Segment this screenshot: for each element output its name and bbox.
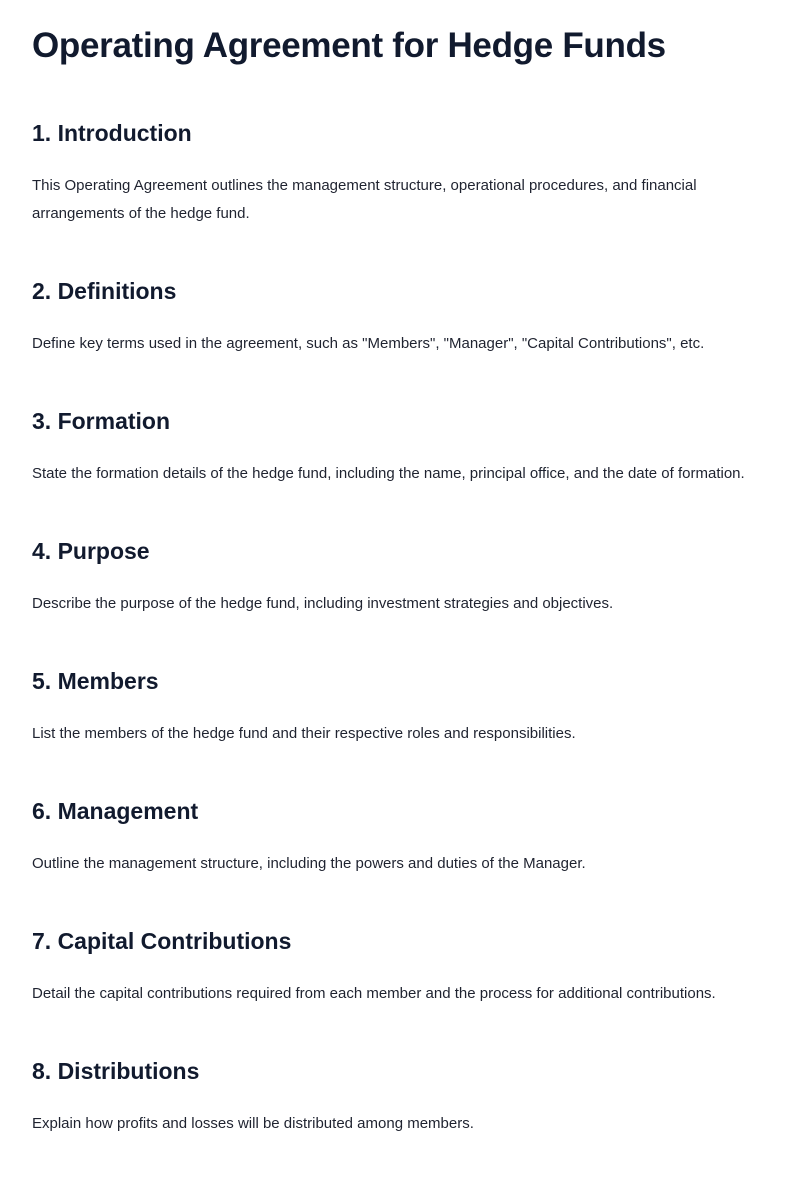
section-body: Detail the capital contributions required from each member and the process for additional contributions. — [32, 985, 716, 1002]
section-heading: 7. Capital Contributions — [32, 928, 292, 954]
section-heading: 6. Management — [32, 798, 199, 824]
section-body: Define key terms used in the agreement, such as "Members", "Manager", "Capital Contributions", etc. — [32, 335, 705, 352]
section-body: List the members of the hedge fund and their respective roles and responsibilities. — [32, 725, 576, 742]
section-management — [32, 796, 768, 878]
section-heading: 5. Members — [32, 668, 159, 694]
section-body: Explain how profits and losses will be distributed among members. — [32, 1115, 474, 1132]
section-capital-contributions — [32, 926, 768, 1008]
section-body: State the formation details of the hedge fund, including the name, principal office, and the date of formation. — [32, 465, 745, 482]
section-heading: 1. Introduction — [32, 120, 192, 146]
document-title: Operating Agreement for Hedge Funds — [32, 26, 666, 65]
section-heading: 4. Purpose — [32, 538, 150, 564]
section-body: Describe the purpose of the hedge fund, including investment strategies and objectives. — [32, 595, 614, 612]
section-heading: 2. Definitions — [32, 278, 177, 304]
section-formation — [32, 406, 768, 488]
section-heading: 8. Distributions — [32, 1058, 200, 1084]
section-members — [32, 666, 768, 748]
section-distributions — [32, 1056, 768, 1138]
section-body: This Operating Agreement outlines the management structure, operational procedures, and financial arrangements of the hedge fund. — [32, 177, 697, 222]
section-body: Outline the management structure, including the powers and duties of the Manager. — [32, 855, 586, 872]
section-purpose — [32, 536, 768, 618]
section-introduction — [32, 118, 768, 228]
section-definitions — [32, 276, 768, 358]
section-heading: 3. Formation — [32, 408, 171, 434]
